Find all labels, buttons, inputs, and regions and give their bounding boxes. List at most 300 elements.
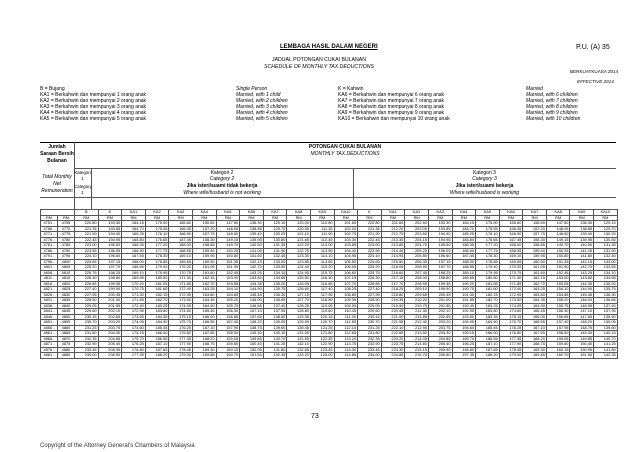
tax-cell: 189.10 xyxy=(452,270,476,276)
tax-cell: 124.95 xyxy=(287,270,311,276)
tax-cell: 178.45 xyxy=(499,347,523,353)
subtitle-ms: JADUAL POTONGAN CUKAI BULANAN xyxy=(272,57,366,63)
tax-cell: 209.10 xyxy=(405,287,429,293)
remuneration-label-ms-3: Bulanan xyxy=(47,158,67,164)
tax-cell: 171.85 xyxy=(122,298,146,304)
tax-cell: 179.95 xyxy=(476,270,500,276)
tax-cell: 159.60 xyxy=(216,342,240,348)
tax-cell: 157.95 xyxy=(546,325,570,331)
tax-cell: 214.60 xyxy=(405,342,429,348)
tax-cell: 136.30 xyxy=(263,292,287,298)
tax-cell: 139.60 xyxy=(594,325,618,331)
tax-cell: 140.70 xyxy=(263,336,287,342)
tax-cell: 165.60 xyxy=(499,221,523,227)
def-right-2: KA7 = Berkahwin dan mempunyai 7 orang anak xyxy=(338,98,445,105)
tax-cell: 198.80 xyxy=(98,276,122,282)
tax-cell: 149.30 xyxy=(240,331,264,337)
tax-cell: 226.85 xyxy=(75,281,99,287)
tax-cell: 172.95 xyxy=(122,309,146,315)
tax-cell: 159.05 xyxy=(216,336,240,342)
range-to: 4840 xyxy=(58,303,75,309)
tax-cell: 226.30 xyxy=(358,276,382,282)
range-to: 4870 xyxy=(58,336,75,342)
tax-cell: 191.85 xyxy=(452,298,476,304)
tax-cell: 141.25 xyxy=(594,342,618,348)
tax-cell: 167.65 xyxy=(523,331,547,337)
tax-cell: 203.60 xyxy=(405,232,429,238)
tax-cell: 165.25 xyxy=(122,232,146,238)
tax-cell: 215.15 xyxy=(405,347,429,353)
tax-cell: 148.05 xyxy=(546,226,570,232)
tax-cell: 116.85 xyxy=(310,281,334,287)
tax-cell: 156.85 xyxy=(546,314,570,320)
tax-cell: 170.75 xyxy=(499,270,523,276)
tax-cell: 228.50 xyxy=(75,298,99,304)
tax-cell: 201.55 xyxy=(98,303,122,309)
tax-cell: 146.55 xyxy=(570,303,594,309)
tax-cell: 108.25 xyxy=(334,287,358,293)
table-top-rule xyxy=(40,142,616,143)
tax-cell: 113.20 xyxy=(334,336,358,342)
tax-cell: 223.55 xyxy=(75,248,99,254)
tax-cell: 114.65 xyxy=(310,259,334,265)
tax-cell: 170.75 xyxy=(169,270,193,276)
tax-cell: 157.40 xyxy=(216,320,240,326)
tax-cell: 167.45 xyxy=(122,254,146,260)
range-to: 4845 xyxy=(58,309,75,315)
tax-cell: 172.40 xyxy=(499,287,523,293)
tax-cell: 142.35 xyxy=(594,353,618,359)
tax-cell: 128.25 xyxy=(287,303,311,309)
tax-cell: 168.00 xyxy=(169,243,193,249)
tax-cell: 158.30 xyxy=(523,237,547,243)
tax-cell: 164.35 xyxy=(523,298,547,304)
range-to: 4805 xyxy=(58,265,75,271)
tax-cell: 203.75 xyxy=(98,325,122,331)
tax-cell: 211.85 xyxy=(405,314,429,320)
tax-cell: 151.35 xyxy=(546,259,570,265)
remuneration-label-en-1: Total Monthly xyxy=(42,174,72,180)
tax-cell: 166.35 xyxy=(499,226,523,232)
tax-cell: 187.65 xyxy=(145,347,169,353)
tax-cell: 117.40 xyxy=(310,287,334,293)
range-from: 4796 - xyxy=(41,259,58,265)
tax-cell: 227.40 xyxy=(75,287,99,293)
def-right-3: KA8 = Berkahwin dan mempunyai 8 orang anak xyxy=(338,104,445,111)
range-to: 4795 xyxy=(58,254,75,260)
column-code: KA1 xyxy=(381,210,405,216)
tax-cell: 171.85 xyxy=(499,281,523,287)
tax-cell: 170.20 xyxy=(169,265,193,271)
tax-cell: 113.75 xyxy=(334,342,358,348)
tax-cell: 175.15 xyxy=(499,314,523,320)
tax-cell: 149.15 xyxy=(216,237,240,243)
def-right-en-1: Married, with 6 children xyxy=(526,92,578,99)
tax-cell: 186.90 xyxy=(452,248,476,254)
tax-cell: 172.40 xyxy=(169,287,193,293)
tax-cell: 120.15 xyxy=(310,314,334,320)
remuneration-label-en-2: Net xyxy=(53,181,61,187)
tax-cell: 150.80 xyxy=(216,254,240,260)
tax-cell: 203.20 xyxy=(98,320,122,326)
tax-cell: 215.50 xyxy=(381,259,405,265)
tax-cell: 205.40 xyxy=(428,342,452,348)
tax-cell: 155.75 xyxy=(546,303,570,309)
tax-cell: 219.35 xyxy=(381,298,405,304)
tax-cell: 179.00 xyxy=(169,353,193,359)
tax-cell: 157.75 xyxy=(523,232,547,238)
tax-cell: 132.65 xyxy=(287,347,311,353)
column-code: KA3 xyxy=(169,210,193,216)
tax-cell: 166.35 xyxy=(169,226,193,232)
tax-cell: 192.40 xyxy=(452,303,476,309)
tax-cell: 133.00 xyxy=(594,259,618,265)
range-from: 4776 - xyxy=(41,237,58,243)
tax-cell: 121.10 xyxy=(287,232,311,238)
tax-cell: 206.50 xyxy=(428,353,452,359)
column-code: B xyxy=(75,210,99,216)
tax-cell: 176.80 xyxy=(499,331,523,337)
head-rule-cols xyxy=(40,197,616,198)
tax-cell: 165.60 xyxy=(169,221,193,227)
tax-cell: 151.90 xyxy=(546,265,570,271)
remuneration-label-en-3: Remuneration xyxy=(41,188,73,194)
tax-cell: 158.50 xyxy=(546,331,570,337)
range-to: 4785 xyxy=(58,243,75,249)
tax-cell: 101.65 xyxy=(334,221,358,227)
tax-cell: 232.35 xyxy=(358,336,382,342)
tax-cell: 129.35 xyxy=(287,314,311,320)
tax-cell: 187.65 xyxy=(476,347,500,353)
tax-cell: 153.00 xyxy=(546,276,570,282)
tax-cell: 166.55 xyxy=(192,320,216,326)
currency-label: RM xyxy=(499,215,523,221)
tax-cell: 140.15 xyxy=(594,331,618,337)
range-to: 4800 xyxy=(58,259,75,265)
currency-label: RM xyxy=(405,215,429,221)
tax-cell: 150.40 xyxy=(240,342,264,348)
tax-cell: 194.05 xyxy=(452,320,476,326)
tax-cell: 103.85 xyxy=(334,243,358,249)
tax-cell: 205.40 xyxy=(98,342,122,348)
tax-cell: 228.50 xyxy=(358,298,382,304)
tax-cell: 157.75 xyxy=(192,232,216,238)
tax-cell: 182.15 xyxy=(145,292,169,298)
tax-cell: 140.70 xyxy=(594,336,618,342)
tax-cell: 195.50 xyxy=(428,243,452,249)
tax-cell: 132.10 xyxy=(287,342,311,348)
tax-cell: 223.00 xyxy=(75,243,99,249)
range-to: 4810 xyxy=(58,270,75,276)
tax-cell: 193.50 xyxy=(452,314,476,320)
tax-cell: 185.80 xyxy=(452,237,476,243)
tax-cell: 143.25 xyxy=(240,270,264,276)
tax-cell: 188.00 xyxy=(452,259,476,265)
tax-cell: 194.60 xyxy=(452,325,476,331)
range-from: 4821 - xyxy=(41,287,58,293)
tax-cell: 113.55 xyxy=(310,248,334,254)
tax-cell: 181.05 xyxy=(145,281,169,287)
tax-cell: 163.25 xyxy=(523,287,547,293)
range-to: 4855 xyxy=(58,320,75,326)
tax-cell: 119.60 xyxy=(310,309,334,315)
tax-cell: 202.65 xyxy=(428,314,452,320)
tax-cell: 183.80 xyxy=(476,309,500,315)
range-to: 4830 xyxy=(58,292,75,298)
tax-cell: 182.15 xyxy=(476,292,500,298)
tax-cell: 169.10 xyxy=(122,270,146,276)
tax-cell: 202.10 xyxy=(98,309,122,315)
tax-cell: 204.85 xyxy=(428,336,452,342)
tax-cell: 177.35 xyxy=(122,353,146,359)
tax-cell: 223.20 xyxy=(381,336,405,342)
column-code: KA7 xyxy=(263,210,287,216)
tax-cell: 131.90 xyxy=(263,248,287,254)
tax-cell: 133.55 xyxy=(263,265,287,271)
tax-cell: 157.40 xyxy=(546,320,570,326)
tax-cell: 201.00 xyxy=(428,298,452,304)
category-2-note-ms: Jika isteri/suami tidak bekerja xyxy=(186,183,258,189)
tax-cell: 102.75 xyxy=(334,232,358,238)
tax-cell: 198.25 xyxy=(98,270,122,276)
tax-cell: 169.85 xyxy=(523,353,547,359)
tax-cell: 139.95 xyxy=(570,237,594,243)
currency-label: RM xyxy=(476,215,500,221)
currency-label: RM xyxy=(169,215,193,221)
currency-label: RM xyxy=(263,215,287,221)
tax-cell: 130.80 xyxy=(594,237,618,243)
tax-cell: 215.70 xyxy=(405,353,429,359)
tax-cell: 175.70 xyxy=(499,320,523,326)
tax-cell: 154.10 xyxy=(546,287,570,293)
copyright-notice: Copyright of the Attorney General's Chambers of Malaysia xyxy=(40,443,195,449)
tax-cell: 131.35 xyxy=(594,243,618,249)
tax-cell: 105.50 xyxy=(334,259,358,265)
tax-cell: 184.90 xyxy=(476,320,500,326)
tax-cell: 150.95 xyxy=(240,347,264,353)
tax-cell: 110.45 xyxy=(334,309,358,315)
range-from: 4861 - xyxy=(41,331,58,337)
tax-cell: 138.50 xyxy=(594,314,618,320)
tax-cell: 139.95 xyxy=(240,237,264,243)
tax-cell: 150.95 xyxy=(570,347,594,353)
tax-cell: 136.30 xyxy=(594,292,618,298)
tax-cell: 175.15 xyxy=(169,314,193,320)
tax-cell: 154.65 xyxy=(216,292,240,298)
tax-cell: 127.15 xyxy=(287,292,311,298)
category-3-en: Category 3 xyxy=(472,176,497,182)
tax-cell: 139.40 xyxy=(570,232,594,238)
tax-cell: 221.00 xyxy=(381,314,405,320)
tax-cell: 169.65 xyxy=(169,259,193,265)
tax-cell: 214.95 xyxy=(381,254,405,260)
tax-cell: 162.15 xyxy=(192,276,216,282)
currency-label: RM xyxy=(523,215,547,221)
tax-cell: 129.15 xyxy=(263,221,287,227)
tax-cell: 148.05 xyxy=(216,226,240,232)
tax-cell: 184.70 xyxy=(452,226,476,232)
tax-cell: 227.95 xyxy=(358,292,382,298)
tax-cell: 147.50 xyxy=(216,221,240,227)
tax-cell: 174.60 xyxy=(499,309,523,315)
tax-cell: 224.65 xyxy=(75,259,99,265)
tax-cell: 139.40 xyxy=(240,232,264,238)
tax-cell: 108.80 xyxy=(334,292,358,298)
tax-cell: 151.35 xyxy=(216,259,240,265)
def-right-en-5: Married, with 10 children xyxy=(526,116,581,123)
range-from: 4791 - xyxy=(41,254,58,260)
tax-cell: 185.25 xyxy=(452,232,476,238)
tax-cell: 187.45 xyxy=(452,254,476,260)
tax-cell: 130.45 xyxy=(287,325,311,331)
tax-cell: 176.25 xyxy=(499,325,523,331)
tax-cell: 178.30 xyxy=(476,254,500,260)
tax-cell: 231.25 xyxy=(358,325,382,331)
tax-cell: 106.60 xyxy=(334,270,358,276)
range-to: 4860 xyxy=(58,325,75,331)
tax-cell: 147.10 xyxy=(570,309,594,315)
tax-cell: 186.55 xyxy=(145,336,169,342)
range-from: 4826 - xyxy=(41,292,58,298)
table-row xyxy=(41,353,618,359)
effective-ms: BERKUATKUASA 2014 xyxy=(570,69,619,74)
tax-cell: 142.15 xyxy=(570,259,594,265)
tax-cell: 109.90 xyxy=(334,303,358,309)
tax-cell: 169.10 xyxy=(169,254,193,260)
page-code: P.U. (A) 35 xyxy=(576,44,610,51)
tax-cell: 115.20 xyxy=(310,265,334,271)
tax-cell: 167.45 xyxy=(169,237,193,243)
tax-cell: 143.25 xyxy=(570,270,594,276)
def-left-en-3: Married, with 3 children xyxy=(236,104,288,111)
tax-cell: 208.55 xyxy=(405,281,429,287)
tax-cell: 121.25 xyxy=(310,325,334,331)
pcb-heading-ms: POTONGAN CUKAI BULANAN xyxy=(308,144,382,150)
tax-cell: 178.30 xyxy=(145,254,169,260)
tax-cell: 107.15 xyxy=(334,276,358,282)
tax-cell: 185.45 xyxy=(476,325,500,331)
tax-cell: 174.05 xyxy=(499,303,523,309)
tax-cell: 110.80 xyxy=(310,221,334,227)
tax-cell: 229.60 xyxy=(75,309,99,315)
column-code: KA5 xyxy=(216,210,240,216)
column-code: KA7 xyxy=(523,210,547,216)
currency-label: RM xyxy=(122,215,146,221)
currency-label: RM xyxy=(240,215,264,221)
tax-cell: 207.45 xyxy=(405,270,429,276)
range-to: 4755 xyxy=(58,221,75,227)
tax-cell: 186.00 xyxy=(145,331,169,337)
tax-cell: 195.50 xyxy=(98,243,122,249)
tax-cell: 198.80 xyxy=(428,276,452,282)
category-2-ms: Kategori 2 xyxy=(210,170,234,176)
tax-cell: 224.30 xyxy=(381,347,405,353)
tax-cell: 170.75 xyxy=(122,287,146,293)
currency-label: RM xyxy=(145,215,169,221)
column-code: KA8 xyxy=(287,210,311,216)
tax-cell: 132.45 xyxy=(263,254,287,260)
tax-cell: 161.05 xyxy=(523,265,547,271)
tax-cell: 197.70 xyxy=(98,265,122,271)
tax-cell: 175.55 xyxy=(476,226,500,232)
tax-cell: 168.55 xyxy=(169,248,193,254)
column-code: KA1 xyxy=(122,210,146,216)
tax-cell: 135.75 xyxy=(263,287,287,293)
tax-cell: 227.95 xyxy=(75,292,99,298)
tax-cell: 208.00 xyxy=(405,276,429,282)
tax-cell: 226.30 xyxy=(75,276,99,282)
def-left-2: KA2 = Berkahwin dan mempunyai 2 orang anak xyxy=(40,98,147,105)
tax-cell: 220.45 xyxy=(381,309,405,315)
tax-cell: 164.35 xyxy=(192,298,216,304)
category-2-en: Category 2 xyxy=(209,176,235,182)
tax-cell: 133.20 xyxy=(287,353,311,359)
tax-cell: 171.30 xyxy=(499,276,523,282)
tax-cell: 158.85 xyxy=(523,243,547,249)
range-from: 4881 - xyxy=(41,353,58,359)
tax-cell: 229.60 xyxy=(358,309,382,315)
tax-cell: 134.65 xyxy=(263,276,287,282)
tax-cell: 175.70 xyxy=(122,336,146,342)
def-left-0: B = Bujang xyxy=(40,86,65,92)
tax-cell: 186.00 xyxy=(476,331,500,337)
tax-cell: 169.30 xyxy=(192,347,216,353)
tax-cell: 177.20 xyxy=(145,243,169,249)
tax-cell: 168.55 xyxy=(122,265,146,271)
tax-cell: 168.55 xyxy=(499,248,523,254)
tax-cell: 145.45 xyxy=(570,292,594,298)
currency-label: RM xyxy=(216,215,240,221)
range-to: 4770 xyxy=(58,226,75,232)
tax-cell: 169.65 xyxy=(499,259,523,265)
tax-cell: 172.95 xyxy=(169,292,193,298)
tax-cell: 166.55 xyxy=(523,320,547,326)
def-left-4: KA4 = Berkahwin dan mempunyai 4 orang anak xyxy=(40,110,147,117)
tax-cell: 129.70 xyxy=(594,226,618,232)
tax-cell: 159.60 xyxy=(546,342,570,348)
tax-cell: 160.50 xyxy=(192,259,216,265)
range-from: 4816 - xyxy=(41,281,58,287)
tax-cell: 204.30 xyxy=(428,331,452,337)
tax-cell: 232.35 xyxy=(75,336,99,342)
tax-cell: 168.00 xyxy=(122,259,146,265)
tax-cell: 223.00 xyxy=(358,243,382,249)
tax-cell: 173.50 xyxy=(499,298,523,304)
tax-cell: 231.80 xyxy=(358,331,382,337)
tax-cell: 234.00 xyxy=(358,353,382,359)
tax-cell: 205.80 xyxy=(405,254,429,260)
tax-cell: 175.00 xyxy=(476,221,500,227)
tax-cell: 117.95 xyxy=(310,292,334,298)
tax-cell: 154.10 xyxy=(216,287,240,293)
tax-cell: 147.10 xyxy=(240,309,264,315)
tax-cell: 225.75 xyxy=(358,270,382,276)
tax-cell: 153.00 xyxy=(216,276,240,282)
page-number: 73 xyxy=(311,413,319,420)
tax-cell: 225.75 xyxy=(75,270,99,276)
range-from: 4751 - xyxy=(41,221,58,227)
def-right-1: KA6 = Berkahwin dan mempunyai 6 orang anak xyxy=(338,92,445,99)
tax-cell: 141.60 xyxy=(570,254,594,260)
tax-cell: 158.50 xyxy=(216,331,240,337)
tax-cell: 221.35 xyxy=(75,226,99,232)
tax-cell: 173.50 xyxy=(169,298,193,304)
tax-cell: 131.00 xyxy=(287,331,311,337)
definitions-left-en xyxy=(236,86,326,123)
range-to: 4875 xyxy=(58,342,75,348)
tax-cell: 135.75 xyxy=(594,287,618,293)
tax-cell: 151.50 xyxy=(240,353,264,359)
